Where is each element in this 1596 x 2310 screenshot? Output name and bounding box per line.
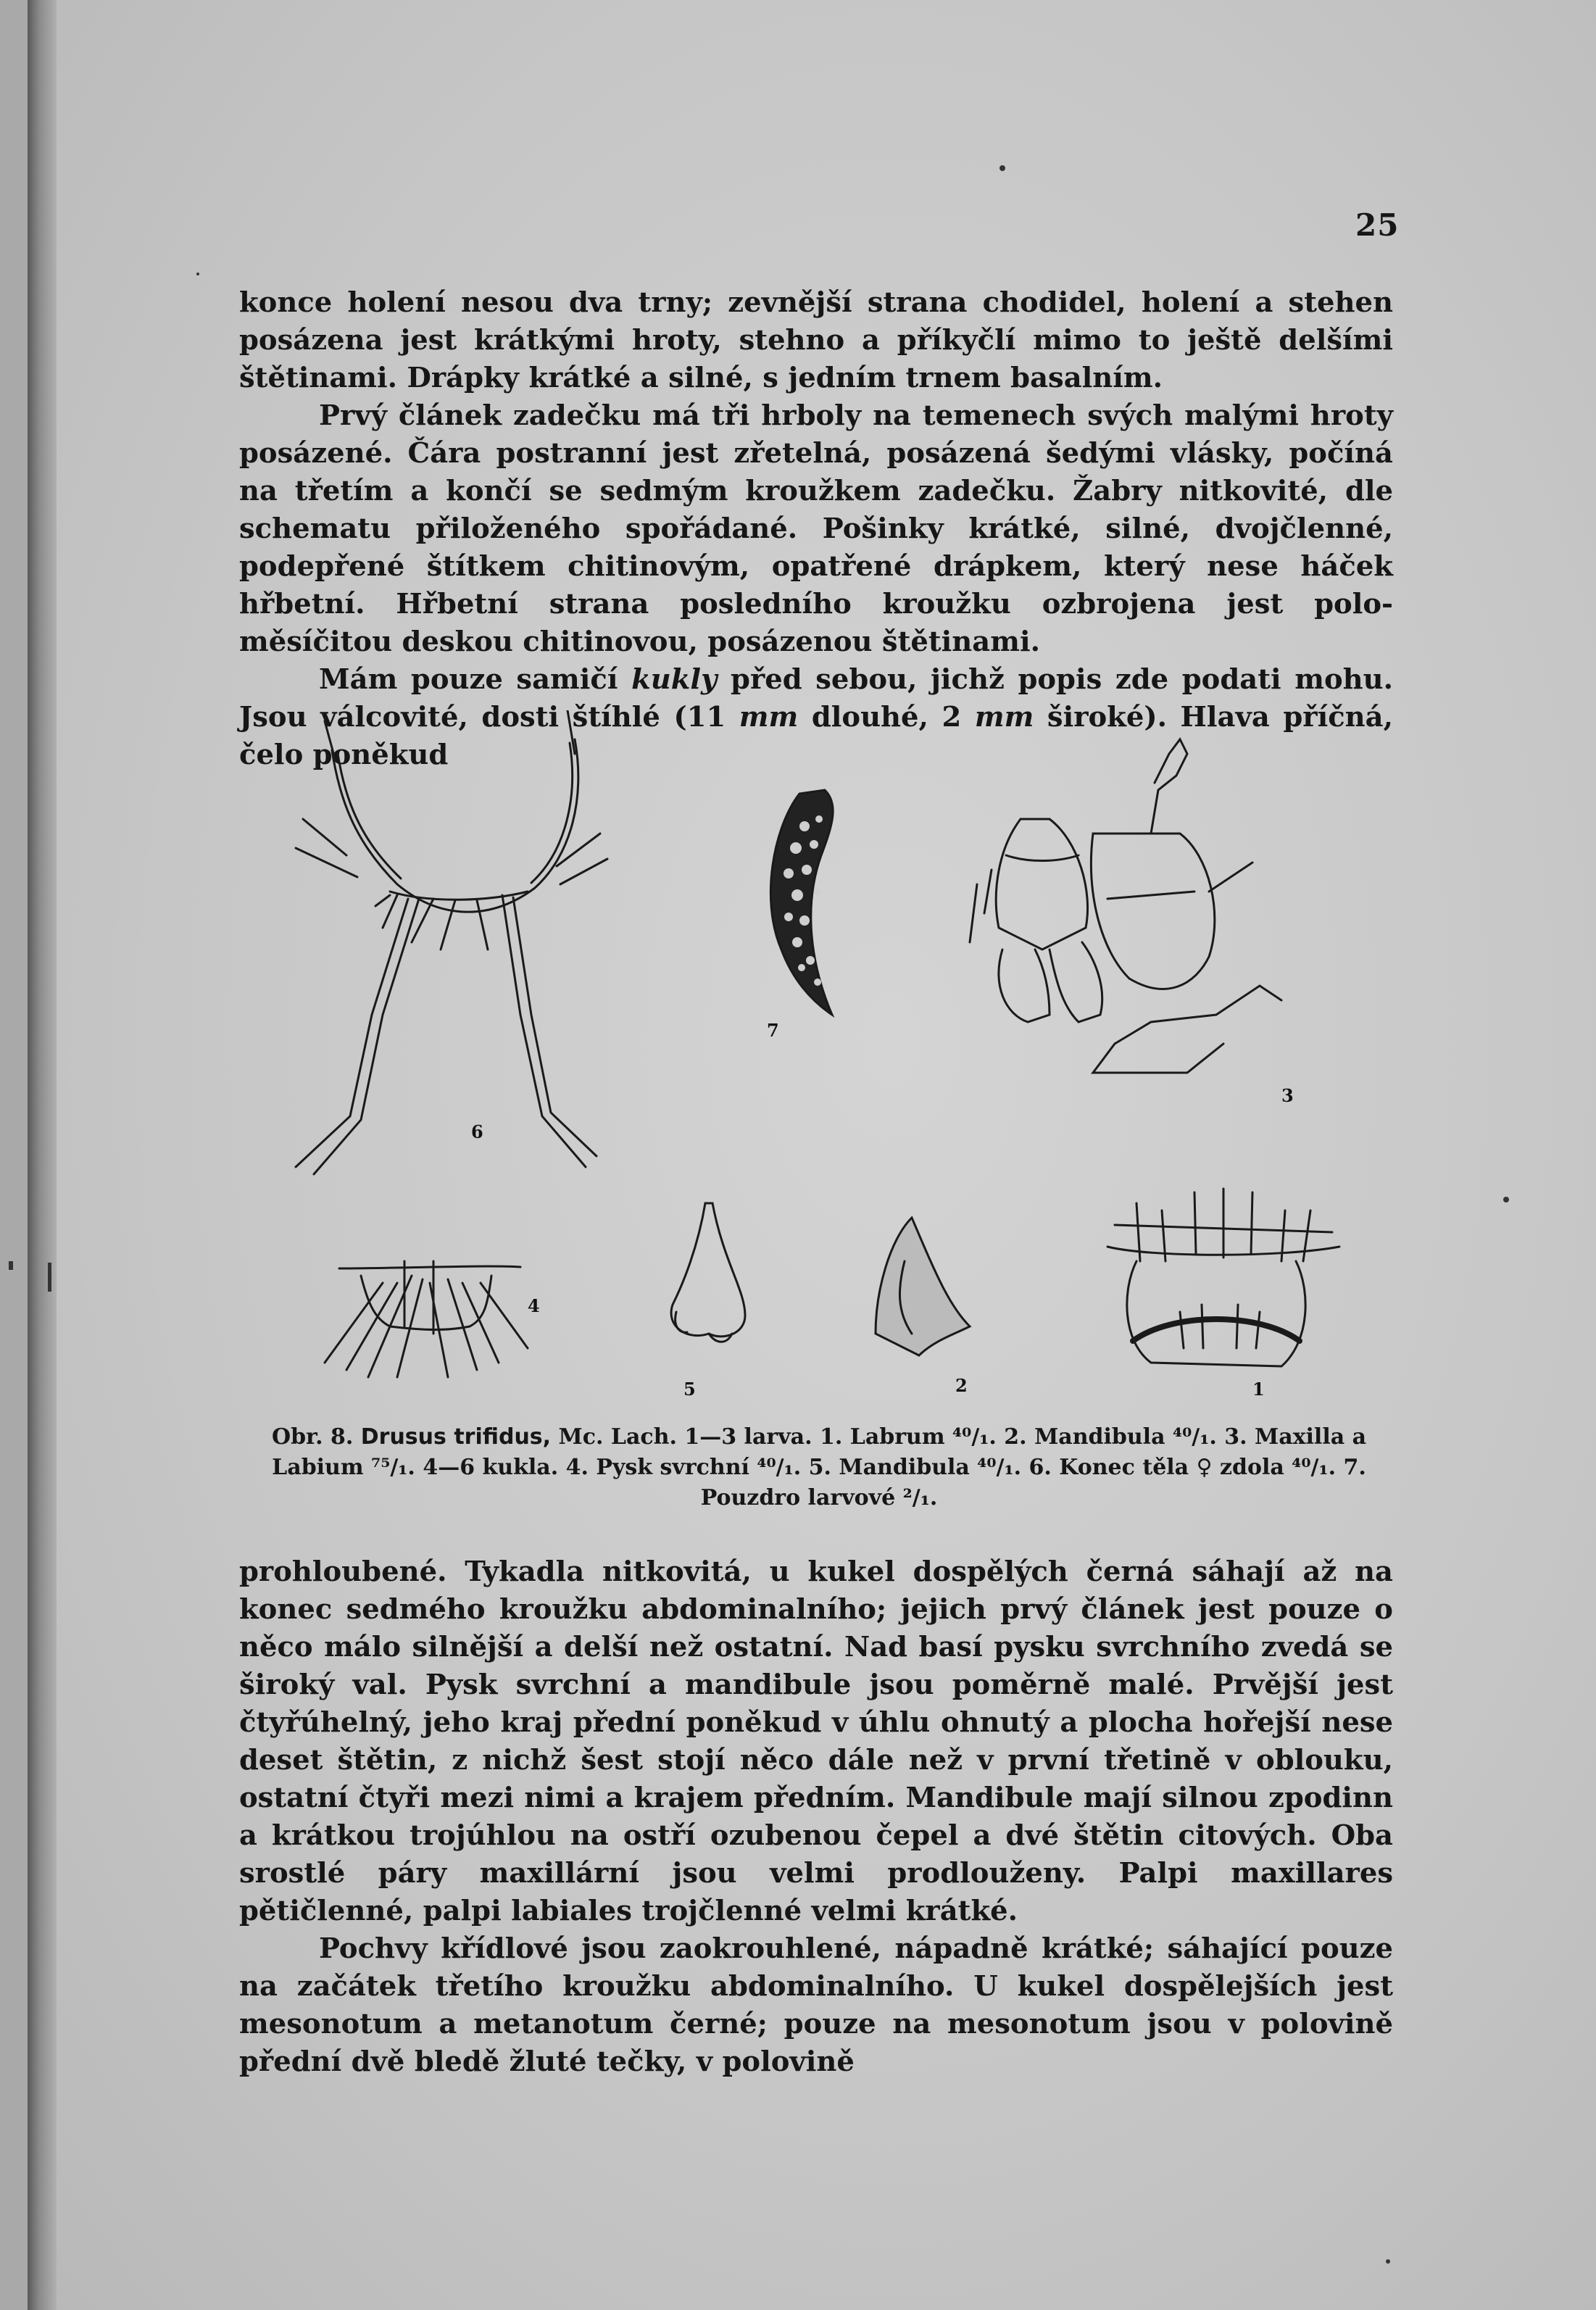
figure-label-3: 3 [1281,1085,1294,1106]
drawing-3-maxilla-labium [970,739,1281,1073]
book-binding-shadow [28,0,57,2310]
figure-label-2: 2 [955,1375,968,1396]
text-run: Mám pouze samičí [319,663,632,696]
unit: mm [974,701,1034,734]
scanned-page [28,0,1596,2310]
text-run: široké). Hlava příčná, čelo poněkud [239,701,1393,771]
figure-illustrations [281,710,1368,1406]
figure-caption [239,1422,1399,1513]
figure-label-5: 5 [683,1379,696,1400]
paragraph: prohloubené. Tykadla nitkovitá, u kukel dospělých černá sáhají až na konec sedmého kroužku abdominalního; jejich prvý článek jest pouze o něco málo silnější a delší než ostatní. Nad basí pysku svrchního zvedá se široký val. Pysk svrchní a mandibule jsou poměrně malé. Prvější jest čtyřúhelný, jeho kraj přední poněkud v úhlu ohnutý a plocha hořejší nese deset štětin, z nichž šest stojí něco dále než v první třetině v oblouku, ostatní čtyři mezi nimi a krajem předním. Mandibule mají silnou zpodinn a krátkou trojúhlou na ostří ozubenou čepel a dvé štětin citových. Oba srostlé páry maxillární jsou velmi prodlouženy. Palpi maxillares pětičlenné, palpi labiales trojčlenné velmi krátké. [239,1555,1393,1927]
text-block-bottom [239,1553,1393,2081]
paragraph: konce holení nesou dva trny; zevnější strana chodidel, holení a stehen posázena jest krátkými hroty, stehno a příkyčlí mimo to ještě delšími štětinami. Drápky krátké a silné, s jedním trnem basalním. [239,286,1393,394]
caption-text: Mc. Lach. 1—3 larva. 1. Labrum ⁴⁰/₁. 2. Mandibula ⁴⁰/₁. 3. Maxilla a Labium ⁷⁵/₁. 4—6 kukla. 4. Pysk svrchní ⁴⁰/₁. 5. Mandibula ⁴⁰/₁. 6. Konec těla ♀ zdola ⁴⁰/₁. 7. Pouzdro larvové ²/₁. [272,1424,1367,1511]
drawing-5-pupa-mandible [671,1203,745,1342]
drawing-2-larva-mandible [876,1218,970,1355]
figure-drawing [281,710,1368,1406]
drawing-6-body-end [296,710,607,1174]
drawing-4-pupa-labrum [325,1261,528,1377]
figure-label-6: 6 [471,1121,483,1142]
text-block-top [239,284,1393,774]
drawing-1-larva-labrum [1107,1189,1339,1366]
unit: mm [739,701,799,734]
paragraph: Prvý článek zadečku má tři hrboly na temenech svých malými hroty posázené. Čára postranní jest zřetelná, posázená šedými vlásky, počíná na třetím a končí se sedmým kroužkem zadečku. Žabry nitkovité, dle schematu přiloženého spořádané. Pošinky krátké, silné, dvojčlenné, podepřené štítkem chitinovým, opatřené drápkem, který nese háček hřbetní. Hřbetní strana posledního kroužku ozbrojena jest polo-měsíčitou deskou chitinovou, posázenou štětinami. [239,399,1393,658]
drawing-7-larval-case [770,790,833,1015]
paragraph: Pochvy křídlové jsou zaokrouhlené, nápadně krátké; sáhající pouze na začátek třetího kroužku abdominalního. U kukel dospělejších jest mesonotum a metanotum černé; pouze na mesonotum jsou v polovině přední dvě bledě žluté tečky, v polovině [239,1932,1393,2078]
figure-label-4: 4 [528,1295,540,1316]
caption-species: Drusus trifidus, [360,1424,552,1450]
figure-label-7: 7 [767,1020,779,1041]
text-run: dlouhé, 2 [798,701,975,734]
page-number: 25 [1355,207,1400,243]
caption-prefix: Obr. 8. [271,1424,361,1450]
figure-label-1: 1 [1252,1379,1265,1400]
italic-term: kukly [631,663,718,696]
text-run: před sebou, jichž popis zde podati mohu. Jsou válcovité, dosti štíhlé (11 [239,663,1394,734]
